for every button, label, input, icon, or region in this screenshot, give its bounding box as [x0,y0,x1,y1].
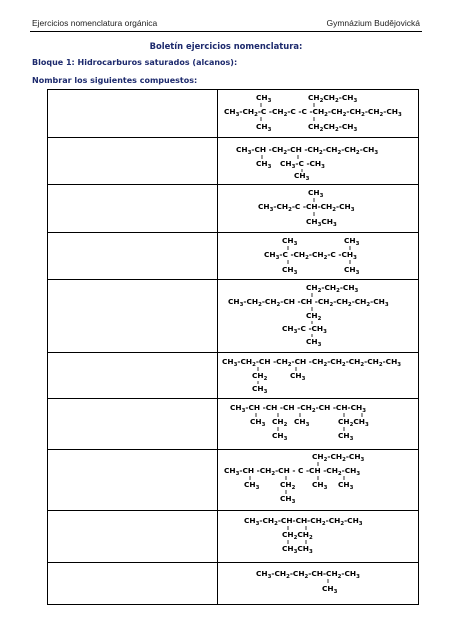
exercise-row [48,450,419,511]
structure-mol-7 [218,399,418,445]
svg-text:CH3: $CH_3$ [252,384,268,394]
svg-text:CH2CH2-CH3: $CH_2CH_2-CH_3$ [308,93,358,104]
svg-text:CH3: $CH_3$ [338,431,354,442]
structure-cell [218,563,419,605]
answer-cell[interactable] [48,511,218,563]
svg-text:CH3: $CH_3$ [250,417,266,428]
structure-cell [218,353,419,399]
structure-mol-6 [218,353,418,394]
svg-text:CH3-C -CH2-CH2-C -CH3: $CH_3-C$ $-CH_2-CH_2-C$ $-CH_3$ [264,250,357,261]
svg-text:CH2CH2: $CH_2CH_2$ [282,530,313,541]
svg-text:CH2CH3: $CH_2CH_3$ [338,417,369,428]
svg-text:CH3: $CH_3$ [338,480,354,491]
exercise-row [48,353,419,399]
exercise-row [48,280,419,353]
svg-text:CH3: $CH_3$ [244,480,260,491]
svg-text:CH2: $CH_2$ [272,417,288,428]
structure-cell [218,280,419,353]
svg-text:CH3: $CH_3$ [280,494,296,505]
svg-text:CH3: $CH_3$ [256,159,272,170]
svg-text:CH3-CH -CH2-CH -CH2-CH2-CH2-CH: $CH_3-CH$ $-CH_2-CH$ $-CH_2-CH_2-CH_2-CH_3$ [236,145,379,156]
exercise-row [48,185,419,233]
structure-cell [218,399,419,450]
structure-cell [218,138,419,185]
exercise-row [48,233,419,280]
svg-text:CH3: $CH_3$ [312,480,328,491]
structure-mol-5 [218,280,418,348]
exercise-row [48,399,419,450]
svg-text:CH3: $CH_3$ [294,417,310,428]
structure-mol-10 [218,563,418,600]
instruction-heading: Nombrar los siguientes compuestos: [32,76,198,85]
svg-text:CH3-CH -CH -CH -CH2-CH -CH-CH3: $CH_3-CH$ -CH -CH $-CH_2-CH$ $-CH-CH_3$ [230,403,366,414]
answer-cell[interactable] [48,138,218,185]
svg-text:CH2: $CH_2$ [306,311,322,322]
svg-text:CH3-CH2-CH2-CH-CH2-CH3: $CH_3-CH_2-CH_2-CH-CH_2-CH_3$ [256,569,360,580]
exercise-row [48,138,419,185]
structure-mol-9 [218,511,418,558]
svg-text:CH3: $CH_3$ [256,122,272,133]
structure-cell [218,185,419,233]
answer-cell[interactable] [48,399,218,450]
svg-text:CH3: $CH_3$ [306,337,322,348]
exercise-table [47,89,419,605]
svg-text:CH2CH2-CH3: $CH_2CH_2-CH_3$ [308,122,358,133]
structure-cell [218,90,419,138]
answer-cell[interactable] [48,233,218,280]
svg-text:CH3: $CH_3$ [282,236,298,247]
answer-cell[interactable] [48,353,218,399]
structure-mol-1 [218,90,418,133]
structure-mol-4 [218,233,418,275]
svg-text:CH3: $CH_3$ [322,584,338,595]
structure-mol-2 [218,138,418,180]
svg-text:CH3-C -CH3: $CH_3-C$ $-CH_3$ [280,159,325,170]
svg-text:CH3-C -CH3: $CH_3-C$ $-CH_3$ [282,324,327,335]
svg-text:CH2: $CH_2$ [280,480,296,491]
svg-text:CH3: $CH_3$ [290,371,306,382]
svg-text:CH2-CH2-CH3: $CH_2-CH_2-CH_3$ [306,283,359,294]
structure-cell [218,511,419,563]
svg-text:CH3: $CH_3$ [272,431,288,442]
svg-text:CH3-CH2-CH -CH2-CH -CH2-CH2-CH: $CH_3-CH_2-CH$ $-CH_2-CH$ $-CH_2-CH_2-CH_2-CH_2-CH_3$ [222,357,402,368]
svg-text:CH3: $CH_3$ [344,236,360,247]
structure-cell [218,450,419,511]
svg-text:CH2: $CH_2$ [252,371,268,382]
structure-cell [218,233,419,280]
answer-cell[interactable] [48,90,218,138]
exercise-row [48,563,419,605]
svg-text:CH3: $CH_3$ [256,93,272,104]
svg-text:CH3: $CH_3$ [294,171,310,180]
svg-text:CH3-CH2-CH-CH-CH2-CH2-CH3: $CH_3-CH_2-CH-CH-CH_2-CH_2-CH_3$ [244,516,363,527]
svg-text:CH3CH3: $CH_3CH_3$ [306,217,337,228]
svg-text:CH3-CH -CH2-CH - C -CH -CH2: $CH_3-CH$ $-CH_2-CH$ - C -CH $-CH_2-CH_3$ [224,466,361,477]
page-title: Boletín ejercicios nomenclatura: [149,41,303,51]
header-right: Gymnázium Budějovická [326,18,420,28]
structure-mol-8 [218,450,418,506]
header-left: Ejercicios nomenclatura orgánica [32,18,158,28]
answer-cell[interactable] [48,450,218,511]
exercise-row [48,90,419,138]
answer-cell[interactable] [48,185,218,233]
header-divider [30,31,422,32]
exercise-row [48,511,419,563]
svg-text:CH2-CH2-CH3: $CH_2-CH_2-CH_3$ [312,452,365,463]
svg-text:CH3-CH2-C -CH2-C -C -CH2-CH2-C: $CH_3-CH_2-C$ $-CH_2-C$ -C $-CH_2-CH_2-CH_2-CH_2-CH_3$ [224,107,402,118]
answer-cell[interactable] [48,280,218,353]
svg-text:CH3: $CH_3$ [308,188,324,199]
svg-text:CH3: $CH_3$ [344,265,360,275]
svg-text:CH3: $CH_3$ [282,265,298,275]
svg-text:CH3-CH2-CH2-CH -CH -CH2-CH2-CH: $CH_3-CH_2-CH_2-CH$ -CH $-CH_2-CH_2-CH_2-CH_3$ [228,297,389,308]
svg-text:CH3-CH2-C -CH-CH2-CH3: $CH_3-CH_2-C$ $-CH-CH_2-CH_3$ [258,202,355,213]
svg-text:CH3CH3: $CH_3CH_3$ [282,544,313,555]
structure-mol-3 [218,185,418,228]
block-heading: Bloque 1: Hidrocarburos saturados (alcanos): [32,58,238,67]
answer-cell[interactable] [48,563,218,605]
